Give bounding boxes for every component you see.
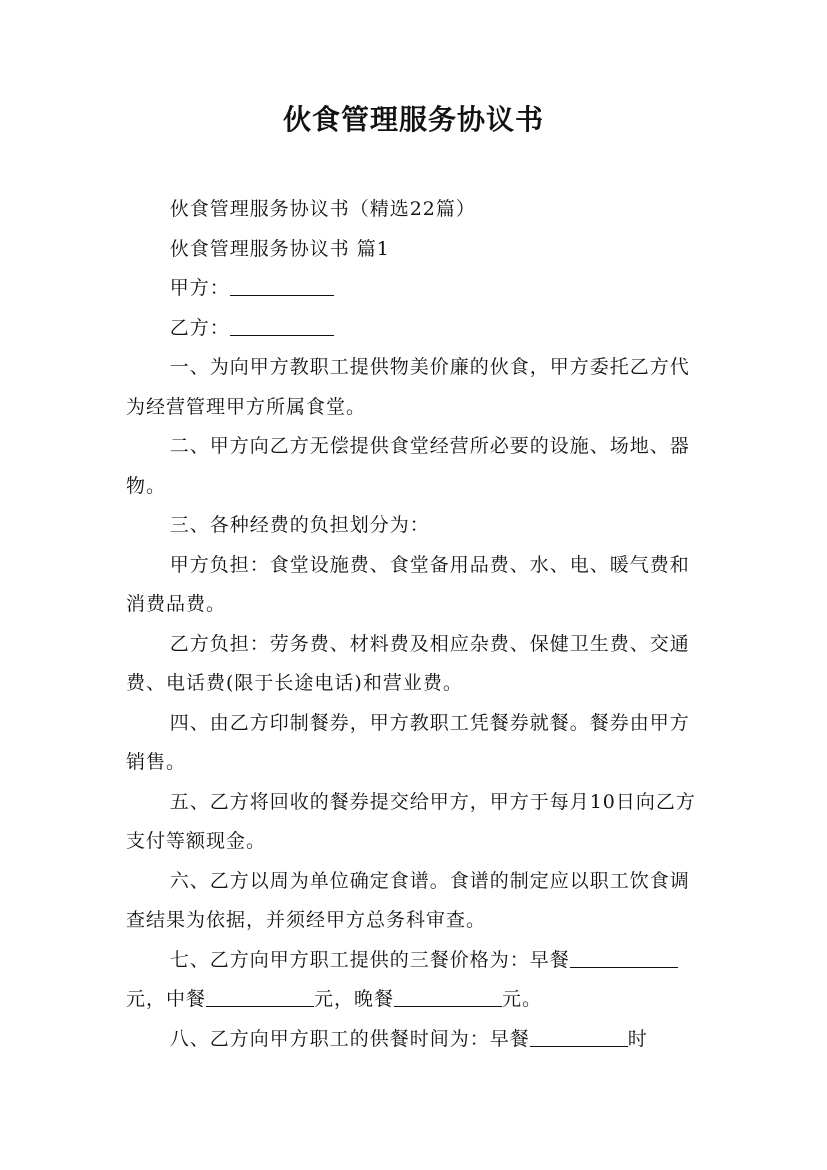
breakfast-time-blank	[530, 1027, 628, 1047]
clause-7-after-dinner: 元。	[502, 988, 543, 1010]
clause-4: 四、由乙方印制餐券，甲方教职工凭餐券就餐。餐券由甲方销售。	[126, 711, 690, 773]
breakfast-price-blank	[570, 948, 678, 968]
clause-5: 五、乙方将回收的餐券提交给甲方，甲方于每月10日向乙方支付等额现金。	[126, 790, 696, 852]
dinner-price-blank	[394, 987, 502, 1007]
paragraph-subtitle: 伙食管理服务协议书（精选22篇）	[169, 198, 476, 220]
clause-7-prefix: 七、乙方向甲方职工提供的三餐价格为：早餐	[169, 948, 570, 971]
party-a-blank	[230, 276, 334, 296]
party-b-blank	[230, 316, 334, 336]
clause-3: 三、各种经费的负担划分为：	[169, 514, 430, 536]
clause-3-party-b-burden: 乙方负担：劳务费、材料费及相应杂费、保健卫生费、交通费、电话费(限于长途电话)和营业费。	[126, 632, 690, 694]
party-a-line	[126, 269, 706, 309]
clause-8-times	[126, 1020, 706, 1060]
clause-8-after-breakfast: 时	[627, 1027, 648, 1050]
paragraph-section-heading: 伙食管理服务协议书 篇1	[169, 237, 390, 260]
clause-1: 一、为向甲方教职工提供物美价廉的伙食，甲方委托乙方代为经营管理甲方所属食堂。	[126, 356, 690, 418]
clause-7-after-lunch: 元，晚餐	[314, 988, 395, 1010]
lunch-price-blank	[206, 987, 314, 1007]
clause-7-prices	[126, 941, 706, 1020]
clause-3-party-a-burden: 甲方负担：食堂设施费、食堂备用品费、水、电、暖气费和消费品费。	[126, 553, 690, 615]
party-a-label: 甲方：	[169, 277, 230, 299]
clause-7-after-breakfast: 元，中餐	[126, 988, 207, 1010]
document-body	[126, 190, 706, 1059]
party-b-label: 乙方：	[169, 316, 230, 339]
clause-2: 二、甲方向乙方无偿提供食堂经营所必要的设施、场地、器物。	[126, 435, 690, 497]
clause-6: 六、乙方以周为单位确定食谱。食谱的制定应以职工饮食调查结果为依据，并须经甲方总务科审查。	[126, 869, 690, 931]
document-title: 伙食管理服务协议书	[282, 103, 544, 136]
party-b-line	[126, 309, 706, 349]
clause-8-prefix: 八、乙方向甲方职工的供餐时间为：早餐	[169, 1027, 530, 1050]
